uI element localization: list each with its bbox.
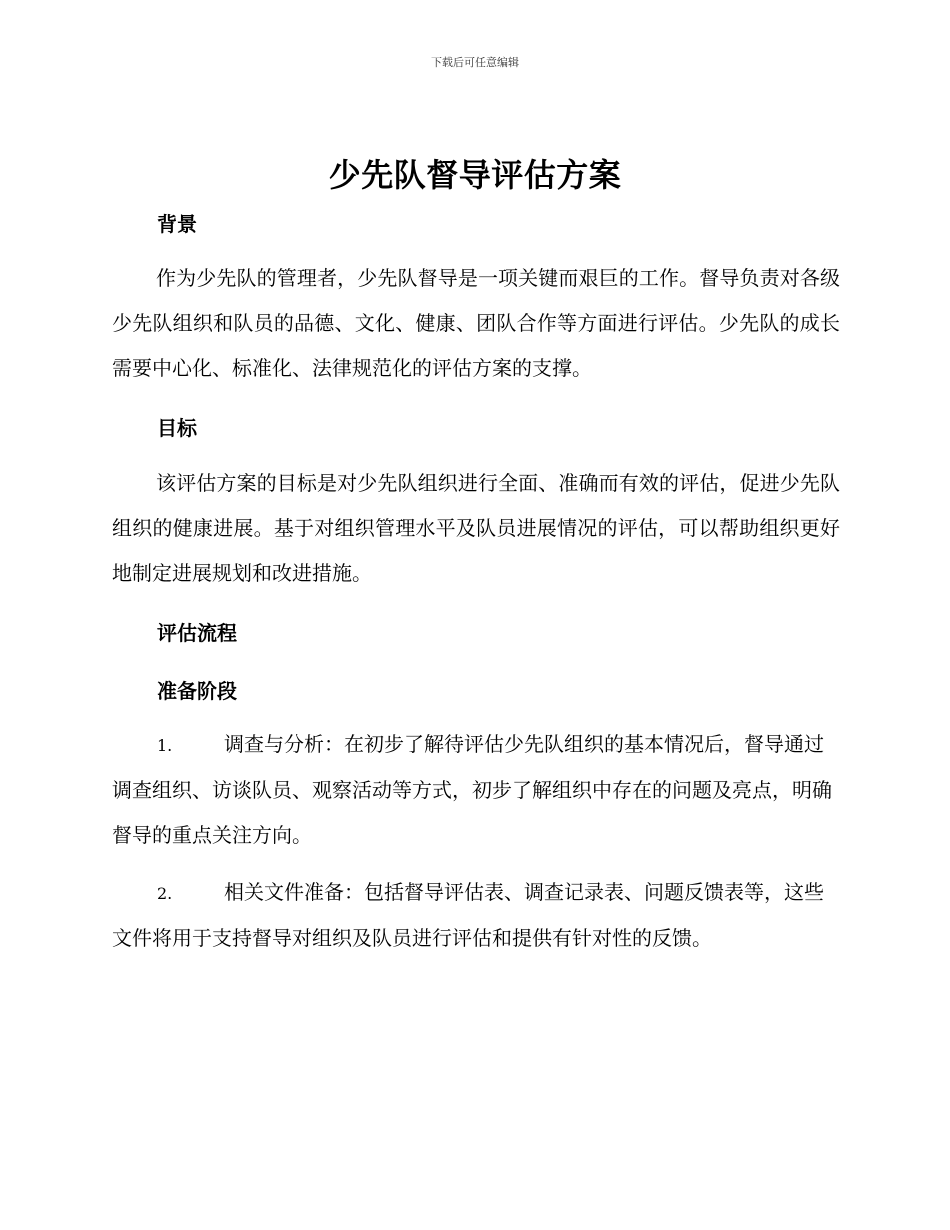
list-item-number: 1.	[157, 736, 173, 755]
page-header-note: 下载后可任意编辑	[431, 56, 519, 69]
section-heading-goal: 目标	[157, 416, 197, 440]
list-item-number: 2.	[157, 884, 173, 903]
document-title: 少先队督导评估方案	[328, 156, 622, 194]
list-item	[112, 722, 840, 858]
goal-paragraph: 该评估方案的目标是对少先队组织进行全面、准确而有效的评估，促进少先队组织的健康进展。基于对组织管理水平及队员进展情况的评估，可以帮助组织更好地制定进展规划和改进措施。	[112, 471, 840, 585]
list-item-text: 相关文件准备：包括督导评估表、调查记录表、问题反馈表等，这些文件将用于支持督导对组织及队员进行评估和提供有针对性的反馈。	[112, 880, 824, 950]
subsection-heading-preparation: 准备阶段	[157, 679, 237, 703]
section-heading-background: 背景	[157, 212, 197, 236]
list-item	[112, 870, 840, 961]
list-item-text: 调查与分析：在初步了解待评估少先队组织的基本情况后，督导通过调查组织、访谈队员、观察活动等方式，初步了解组织中存在的问题及亮点，明确督导的重点关注方向。	[112, 732, 832, 847]
background-paragraph: 作为少先队的管理者，少先队督导是一项关键而艰巨的工作。督导负责对各级少先队组织和队员的品德、文化、健康、团队合作等方面进行评估。少先队的成长需要中心化、标准化、法律规范化的评估方案的支撑。	[112, 266, 840, 380]
section-heading-process: 评估流程	[157, 621, 237, 645]
